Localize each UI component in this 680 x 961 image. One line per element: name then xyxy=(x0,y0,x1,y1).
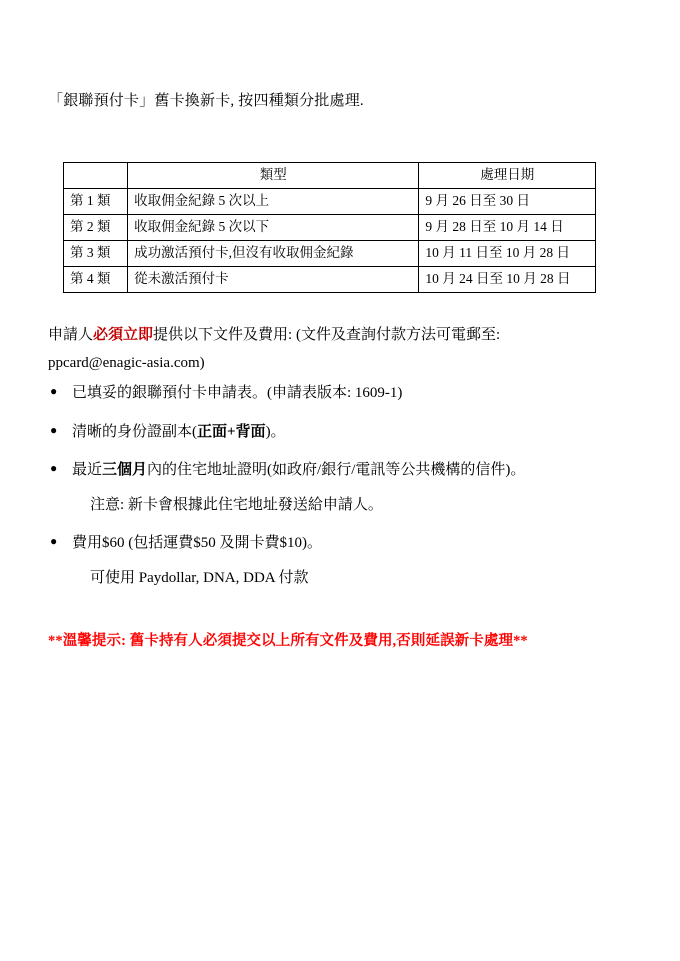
row-category-type: 成功激活預付卡,但沒有收取佣金紀錄 xyxy=(128,241,419,267)
header-cell-date: 處理日期 xyxy=(419,163,596,189)
warning-notice: **溫馨提示: 舊卡持有人必須提交以上所有文件及費用,否則延誤新卡處理** xyxy=(48,633,528,649)
item-text-bold: 三個月 xyxy=(102,462,148,478)
bullet-icon: ● xyxy=(50,384,58,398)
row-category-date: 9 月 26 日至 30 日 xyxy=(419,189,596,215)
row-category-date: 10 月 11 日至 10 月 28 日 xyxy=(419,241,596,267)
item-text: 最近 xyxy=(72,462,103,478)
bullet-icon: ● xyxy=(50,534,58,548)
row-category-no: 第 2 類 xyxy=(64,215,128,241)
table-row xyxy=(64,241,596,267)
contact-email: ppcard@enagic-asia.com) xyxy=(48,354,205,371)
apply-emphasis: 必須立即 xyxy=(93,327,154,343)
required-documents-list xyxy=(48,382,672,605)
item-text-after: 內的住宅地址證明(如政府/銀行/電訊等公共機構的信件)。 xyxy=(147,462,526,478)
apply-text-part2: 提供以下文件及費用: (文件及查詢付款方法可電郵至: xyxy=(153,327,501,343)
apply-text-part1: 申請人 xyxy=(48,327,94,343)
row-category-no: 第 3 類 xyxy=(64,241,128,267)
intro-paragraph: 「銀聯預付卡」舊卡換新卡, 按四種類分批處理. xyxy=(48,93,364,109)
application-instructions xyxy=(48,322,638,378)
header-cell-no xyxy=(64,163,128,189)
table-header xyxy=(64,163,596,189)
table-row xyxy=(64,267,596,293)
list-item xyxy=(50,421,672,444)
row-category-type: 收取佣金紀錄 5 次以上 xyxy=(128,189,419,215)
row-category-date: 10 月 24 日至 10 月 28 日 xyxy=(419,267,596,293)
list-item xyxy=(50,459,672,516)
item-text: 清晰的身份證副本( xyxy=(72,423,197,440)
item-note: 注意: 新卡會根據此住宅地址發送給申請人。 xyxy=(90,496,383,513)
table-row xyxy=(64,189,596,215)
row-category-type: 從未激活預付卡 xyxy=(128,267,419,293)
row-category-date: 9 月 28 日至 10 月 14 日 xyxy=(419,215,596,241)
list-item xyxy=(50,382,672,405)
row-category-type: 收取佣金紀錄 5 次以下 xyxy=(128,215,419,241)
item-note: 可使用 Paydollar, DNA, DDA 付款 xyxy=(90,569,309,586)
item-text-after: )。 xyxy=(265,423,286,440)
item-text: 費用$60 (包括運費$50 及開卡費$10)。 xyxy=(72,535,322,551)
table-body xyxy=(64,189,596,293)
list-item xyxy=(50,532,672,589)
table-row xyxy=(64,215,596,241)
item-text: 已填妥的銀聯預付卡申請表。(申請表版本: 1609-1) xyxy=(72,385,403,401)
bullet-icon: ● xyxy=(50,422,58,437)
table-header-row xyxy=(64,163,596,189)
category-schedule-table xyxy=(63,162,596,293)
item-text-bold: 正面+背面 xyxy=(197,423,266,440)
row-category-no: 第 1 類 xyxy=(64,189,128,215)
bullet-icon: ● xyxy=(50,461,58,475)
header-cell-type: 類型 xyxy=(128,163,419,189)
row-category-no: 第 4 類 xyxy=(64,267,128,293)
